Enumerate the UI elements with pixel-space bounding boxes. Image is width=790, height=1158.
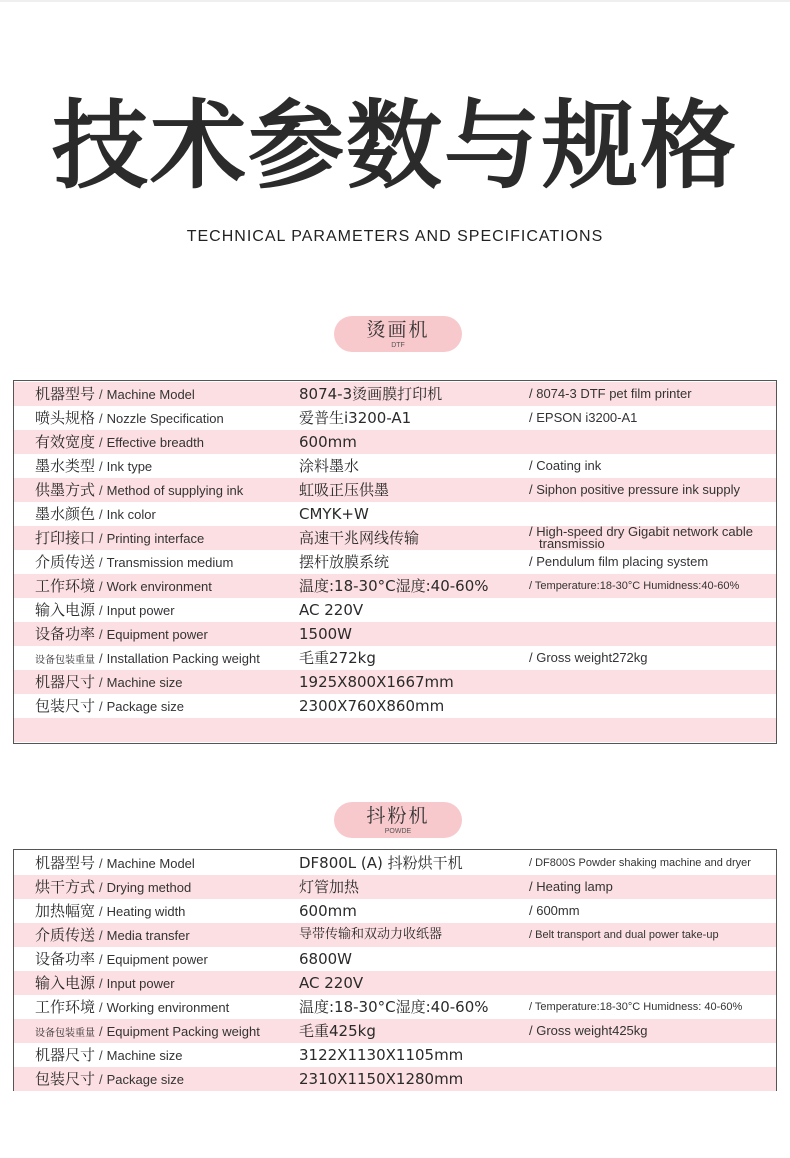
table-row: 墨水颜色 / Ink color CMYK+W	[14, 502, 776, 526]
top-divider	[0, 0, 790, 2]
spec-value: 导带传输和双动力收纸器	[299, 927, 443, 942]
section-label-cn: 烫画机	[366, 319, 430, 341]
table-row: 打印接口 / Printing interface 高速干兆网线传输 / High-speed dry Gigabit network cable transmissio	[14, 526, 776, 550]
spec-label-cn: 输入电源	[35, 601, 96, 619]
spec-value: 毛重425kg	[299, 1022, 376, 1040]
table-row: 机器尺寸 / Machine size 1925X800X1667mm	[14, 670, 776, 694]
spec-label-cn: 烘干方式	[35, 878, 96, 896]
table-row: 机器型号 / Machine Model 8074-3烫画膜打印机 / 8074-3 DTF pet film printer	[14, 382, 776, 406]
spec-label-cn: 墨水类型	[35, 457, 96, 475]
spec-note: / Heating lamp	[529, 879, 613, 894]
spec-value: 1925X800X1667mm	[299, 673, 454, 691]
spec-label-cn: 包装尺寸	[35, 1070, 96, 1088]
table-row: 机器型号 / Machine Model DF800L (A) 抖粉烘干机 / DF800S Powder shaking machine and dryer	[14, 851, 776, 875]
spec-note: / EPSON i3200-A1	[529, 410, 638, 425]
spec-label-en: Ink color	[106, 507, 156, 522]
table-row-empty	[14, 718, 776, 742]
table-row: 有效宽度 / Effective breadth 600mm	[14, 430, 776, 454]
table-row: 工作环境 / Working environment 温度:18-30°C湿度:40-60% / Temperature:18-30°C Humidness: 40-60%	[14, 995, 776, 1019]
spec-label-en: Input power	[106, 603, 175, 618]
table-row: 加热幅宽 / Heating width 600mm / 600mm	[14, 899, 776, 923]
spec-label-cn: 墨水颜色	[35, 505, 96, 523]
spec-value: 高速干兆网线传输	[299, 529, 420, 547]
spec-value: AC 220V	[299, 974, 364, 992]
spec-label-en: Heating width	[106, 904, 186, 919]
spec-value: 8074-3烫画膜打印机	[299, 385, 443, 403]
section-label-powder	[334, 802, 462, 838]
spec-label-cn: 工作环境	[35, 577, 96, 595]
spec-value: 600mm	[299, 433, 357, 451]
spec-label-cn: 设备包装重量	[35, 655, 95, 666]
spec-label-en: Effective breadth	[106, 435, 204, 450]
spec-value: 温度:18-30°C湿度:40-60%	[299, 577, 489, 595]
spec-label-en: Transmission medium	[106, 555, 234, 570]
spec-value: AC 220V	[299, 601, 364, 619]
spec-value: 灯管加热	[299, 878, 360, 896]
spec-value: 1500W	[299, 625, 353, 643]
spec-label-en: Input power	[106, 976, 175, 991]
spec-label-cn: 加热幅宽	[35, 902, 96, 920]
spec-label-cn: 介质传送	[35, 926, 96, 944]
spec-note: / Gross weight272kg	[529, 650, 648, 665]
spec-note: / High-speed dry Gigabit network cable	[529, 524, 754, 539]
spec-label-cn: 机器型号	[35, 854, 96, 872]
spec-label-cn: 输入电源	[35, 974, 96, 992]
spec-label-en: Installation Packing weight	[106, 651, 260, 666]
spec-label-en: Drying method	[106, 880, 192, 895]
spec-label-cn: 包装尺寸	[35, 697, 96, 715]
table-row: 工作环境 / Work environment 温度:18-30°C湿度:40-60% / Temperature:18-30°C Humidness:40-60%	[14, 574, 776, 598]
spec-value: 温度:18-30°C湿度:40-60%	[299, 998, 489, 1016]
table-row: 介质传送 / Media transfer 导带传输和双动力收纸器 / Belt transport and dual power take-up	[14, 923, 776, 947]
spec-note: / Coating ink	[529, 458, 602, 473]
spec-note: / DF800S Powder shaking machine and dryer	[529, 857, 751, 869]
spec-label-cn: 设备包装重量	[35, 1028, 95, 1039]
spec-note: / Pendulum film placing system	[529, 554, 709, 569]
section-label-en: POWDE	[384, 828, 412, 835]
table-row: 设备功率 / Equipment power 1500W	[14, 622, 776, 646]
spec-value: CMYK+W	[299, 505, 369, 523]
spec-label-cn: 工作环境	[35, 998, 96, 1016]
table-row: 输入电源 / Input power AC 220V	[14, 598, 776, 622]
spec-value: 摆杆放膜系统	[299, 553, 390, 571]
table-row: 烘干方式 / Drying method 灯管加热 / Heating lamp	[14, 875, 776, 899]
spec-note: / 600mm	[529, 903, 580, 918]
spec-note: / Siphon positive pressure ink supply	[529, 482, 741, 497]
spec-note: / Gross weight425kg	[529, 1023, 648, 1038]
spec-label-en: Ink type	[106, 459, 153, 474]
spec-label-en: Nozzle Specification	[106, 411, 224, 426]
spec-note-continued: transmissio	[539, 536, 605, 551]
page-title: 技术参数与规格	[52, 90, 738, 202]
table-row: 输入电源 / Input power AC 220V	[14, 971, 776, 995]
spec-value: 2300X760X860mm	[299, 697, 445, 715]
table-row: 设备包装重量 / Installation Packing weight 毛重272kg / Gross weight272kg	[14, 646, 776, 670]
table-row: 墨水类型 / Ink type 涂料墨水 / Coating ink	[14, 454, 776, 478]
spec-value: 爱普生i3200-A1	[299, 409, 412, 427]
spec-label-en: Machine size	[106, 1048, 183, 1063]
spec-label-en: Working environment	[106, 1000, 230, 1015]
spec-note: / Belt transport and dual power take-up	[529, 929, 719, 941]
spec-value: 3122X1130X1105mm	[299, 1046, 464, 1064]
spec-label-cn: 机器尺寸	[35, 673, 96, 691]
dtf-spec-table	[13, 380, 777, 744]
powder-spec-table	[13, 849, 777, 1091]
table-row: 设备包装重量 / Equipment Packing weight 毛重425kg / Gross weight425kg	[14, 1019, 776, 1043]
spec-label-en: Equipment power	[106, 627, 208, 642]
spec-label-en: Machine Model	[106, 856, 195, 871]
spec-note: / 8074-3 DTF pet film printer	[529, 386, 692, 401]
spec-value: 涂料墨水	[299, 457, 360, 475]
spec-label-cn: 机器型号	[35, 385, 96, 403]
spec-label-en: Machine size	[106, 675, 183, 690]
spec-label-en: Machine Model	[106, 387, 195, 402]
spec-value: 毛重272kg	[299, 649, 376, 667]
table-row: 介质传送 / Transmission medium 摆杆放膜系统 / Pendulum film placing system	[14, 550, 776, 574]
spec-label-cn: 供墨方式	[35, 481, 96, 499]
spec-label-en: Equipment power	[106, 952, 208, 967]
section-label-cn: 抖粉机	[366, 805, 430, 827]
section-label-en: DTF	[391, 342, 405, 349]
spec-label-cn: 设备功率	[35, 625, 96, 643]
spec-label-en: Printing interface	[106, 531, 205, 546]
spec-label-cn: 喷头规格	[35, 409, 96, 427]
spec-label-en: Method of supplying ink	[106, 483, 244, 498]
table-row: 喷头规格 / Nozzle Specification 爱普生i3200-A1 / EPSON i3200-A1	[14, 406, 776, 430]
spec-note: / Temperature:18-30°C Humidness: 40-60%	[529, 1001, 743, 1013]
table-row: 包装尺寸 / Package size 2310X1150X1280mm	[14, 1067, 776, 1091]
table-row: 机器尺寸 / Machine size 3122X1130X1105mm	[14, 1043, 776, 1067]
spec-value: 2310X1150X1280mm	[299, 1070, 464, 1088]
spec-note: / Temperature:18-30°C Humidness:40-60%	[529, 580, 740, 592]
table-row: 包装尺寸 / Package size 2300X760X860mm	[14, 694, 776, 718]
spec-label-cn: 机器尺寸	[35, 1046, 96, 1064]
spec-label-cn: 设备功率	[35, 950, 96, 968]
spec-value: 600mm	[299, 902, 357, 920]
spec-label-en: Work environment	[106, 579, 212, 594]
spec-label-cn: 有效宽度	[35, 433, 96, 451]
spec-value: DF800L (A) 抖粉烘干机	[299, 854, 463, 872]
table-row: 供墨方式 / Method of supplying ink 虹吸正压供墨 / Siphon positive pressure ink supply	[14, 478, 776, 502]
spec-label-en: Package size	[106, 699, 184, 714]
spec-label-en: Equipment Packing weight	[106, 1024, 260, 1039]
spec-label-cn: 介质传送	[35, 553, 96, 571]
spec-label-en: Package size	[106, 1072, 184, 1087]
spec-label-cn: 打印接口	[35, 529, 96, 547]
spec-value: 6800W	[299, 950, 353, 968]
table-row: 设备功率 / Equipment power 6800W	[14, 947, 776, 971]
page-subtitle: TECHNICAL PARAMETERS AND SPECIFICATIONS	[186, 228, 604, 245]
spec-label-en: Media transfer	[106, 928, 190, 943]
spec-value: 虹吸正压供墨	[299, 481, 390, 499]
section-label-dtf	[334, 316, 462, 352]
